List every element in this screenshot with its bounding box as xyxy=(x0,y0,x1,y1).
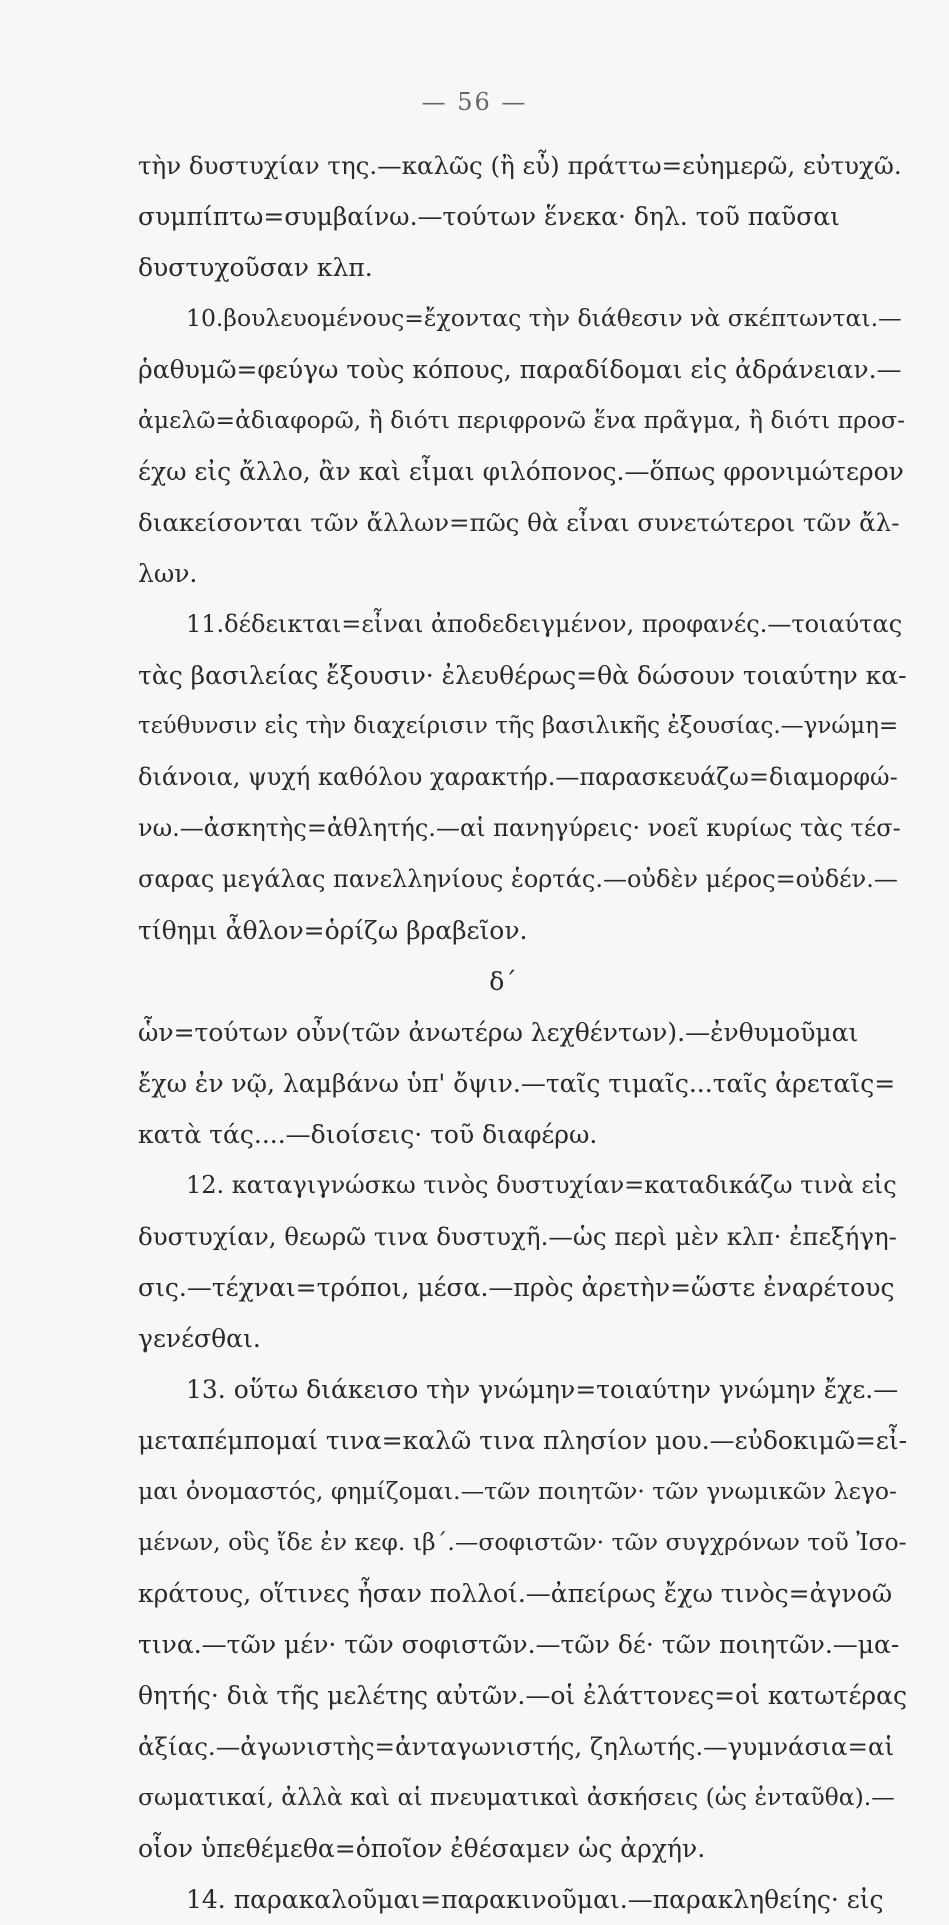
text-line: μένων, οὓς ἴδε ἐν κεφ. ιβ´.—σοφιστῶν· τῶν συγχρόνων τοῦ Ἰσο- xyxy=(138,1528,907,1556)
text-line: ἀξίας.—ἀγωνιστὴς=ἀνταγωνιστής, ζηλωτής.—γυμνάσια=αἱ xyxy=(138,1732,895,1761)
text-line: μαι ὀνομαστός, φημίζομαι.—τῶν ποιητῶν· τῶν γνωμικῶν λεγο- xyxy=(138,1477,897,1505)
page-number: — 56 — xyxy=(421,88,528,116)
text-line: θητής· διὰ τῆς μελέτης αὐτῶν.—οἱ ἐλάττονες=οἱ κατωτέρας xyxy=(138,1681,908,1710)
text-line: τὴν δυστυχίαν της.—καλῶς (ἢ εὖ) πράττω=εὐημερῶ, εὐτυχῶ. xyxy=(138,151,902,180)
text-line: κατὰ τάς....—διοίσεις· τοῦ διαφέρω. xyxy=(138,1120,598,1149)
text-line: διακείσονται τῶν ἄλλων=πῶς θὰ εἶναι συνετώτεροι τῶν ἄλ- xyxy=(138,508,900,537)
text-line: ὧν=τούτων οὖν(τῶν ἀνωτέρω λεχθέντων).—ἐνθυμοῦμαι xyxy=(138,1018,859,1047)
text-line: σις.—τέχναι=τρόποι, μέσα.—πρὸς ἀρετὴν=ὥστε ἐναρέτους xyxy=(138,1273,895,1302)
text-line: νω.—ἀσκητὴς=ἀθλητής.—αἱ πανηγύρεις· νοεῖ κυρίως τὰς τέσ- xyxy=(138,814,901,842)
text-line: 12. καταγιγνώσκω τινὸς δυστυχίαν=καταδικάζω τινὰ εἰς xyxy=(186,1171,897,1199)
text-line: 11.δέδεικται=εἶναι ἀποδεδειγμένον, προφανές.—τοιαύτας xyxy=(186,610,903,638)
text-line: μεταπέμπομαί τινα=καλῶ τινα πλησίον μου.—εὐδοκιμῶ=εἶ- xyxy=(138,1426,908,1455)
text-line: λων. xyxy=(138,559,198,588)
text-line: τεύθυνσιν εἰς τὴν διαχείρισιν τῆς βασιλικῆς ἐξουσίας.—γνώμη= xyxy=(138,713,899,739)
text-line: διάνοια, ψυχή καθόλου χαρακτήρ.—παρασκευάζω=διαμορφώ- xyxy=(138,763,898,791)
text-line: δυστυχοῦσαν κλπ. xyxy=(138,253,373,282)
text-line: ῥαθυμῶ=φεύγω τοὺς κόπους, παραδίδομαι εἰς ἀδράνειαν.— xyxy=(138,355,902,384)
text-line: γενέσθαι. xyxy=(138,1324,261,1353)
text-line: σωματικαί, ἀλλὰ καὶ αἱ πνευματικαὶ ἀσκήσεις (ὡς ἐνταῦθα).— xyxy=(138,1783,895,1811)
text-line: συμπίπτω=συμβαίνω.—τούτων ἕνεκα· δηλ. τοῦ παῦσαι xyxy=(138,202,840,231)
text-line: τινα.—τῶν μέν· τῶν σοφιστῶν.—τῶν δέ· τῶν ποιητῶν.—μα- xyxy=(138,1630,900,1659)
text-line: 14. παρακαλοῦμαι=παρακινοῦμαι.—παρακληθείης· εἰς xyxy=(186,1885,884,1914)
text-body xyxy=(138,140,908,1925)
section-marker: δ´ xyxy=(489,967,517,996)
text-line: έχω εἰς ἄλλο, ἂν καὶ εἶμαι φιλόπονος.—ὅπως φρονιμώτερον xyxy=(138,457,904,486)
text-line: ἔχω ἐν νῷ, λαμβάνω ὑπ' ὄψιν.—ταῖς τιμαῖς...ταῖς ἀρεταῖς= xyxy=(138,1069,896,1098)
text-line: 10.βουλευομένους=ἔχοντας τὴν διάθεσιν νὰ σκέπτωνται.— xyxy=(186,304,902,332)
text-line: σαρας μεγάλας πανελληνίους ἑορτάς.—οὐδὲν μέρος=οὐδέν.— xyxy=(138,865,898,893)
text-line: 13. οὕτω διάκεισο τὴν γνώμην=τοιαύτην γνώμην ἔχε.— xyxy=(186,1375,899,1404)
text-line: οἷον ὑπεθέμεθα=ὁποῖον ἐθέσαμεν ὡς ἀρχήν. xyxy=(138,1834,706,1863)
text-line: κράτους, οἵτινες ἦσαν πολλοί.—ἀπείρως ἔχω τινὸς=ἀγνοῶ xyxy=(138,1579,893,1608)
text-line: τίθημι ἆθλον=ὁρίζω βραβεῖον. xyxy=(138,916,528,945)
text-line: δυστυχίαν, θεωρῶ τινα δυστυχῆ.—ὡς περὶ μὲν κλπ· ἐπεξήγη- xyxy=(138,1222,897,1251)
text-line: τὰς βασιλείας ἔξουσιν· ἐλευθέρως=θὰ δώσουν τοιαύτην κα- xyxy=(138,661,907,690)
text-line: ἀμελῶ=ἀδιαφορῶ, ἢ διότι περιφρονῶ ἕνα πρᾶγμα, ἢ διότι προσ- xyxy=(138,406,906,434)
